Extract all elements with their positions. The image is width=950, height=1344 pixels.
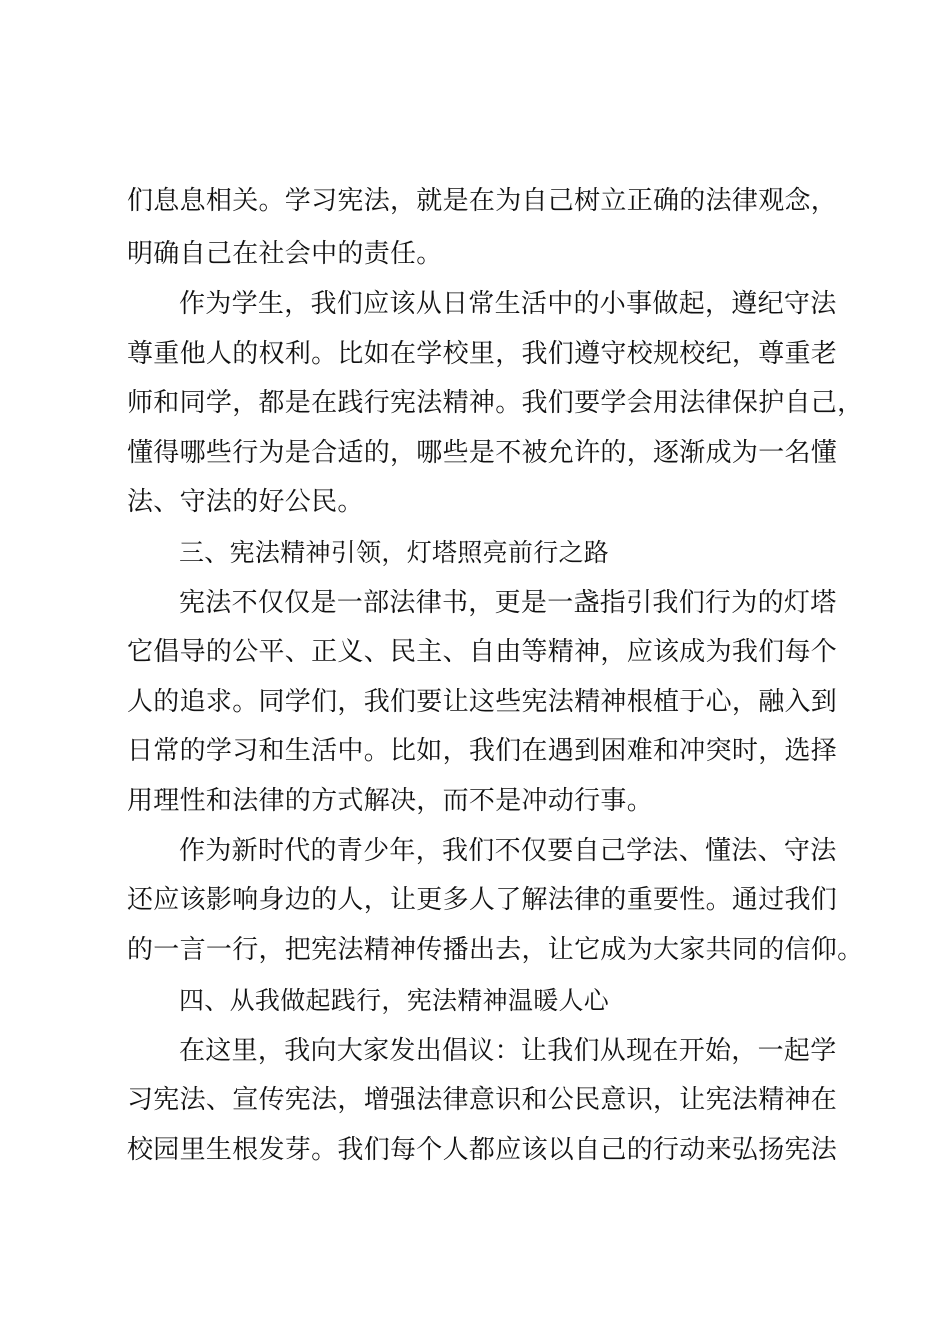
- body-text-line: 懂得哪些行为是合适的，哪些是不被允许的，逐渐成为一名懂: [127, 438, 838, 468]
- body-text-line: 用理性和法律的方式解决，而不是冲动行事。: [127, 786, 654, 816]
- body-text-line: 师和同学，都是在践行宪法精神。我们要学会用法律保护自己，: [127, 388, 864, 418]
- body-text-line: 明确自己在社会中的责任。: [127, 239, 443, 269]
- body-text-line: 人的追求。同学们，我们要让这些宪法精神根植于心，融入到: [127, 687, 838, 717]
- section-heading: 三、宪法精神引领，灯塔照亮前行之路: [179, 538, 610, 567]
- paragraph-first-line: 作为新时代的青少年，我们不仅要自己学法、懂法、守法: [179, 836, 837, 866]
- body-text-line: 还应该影响身边的人，让更多人了解法律的重要性。通过我们: [127, 885, 838, 915]
- paragraph-first-line: 作为学生，我们应该从日常生活中的小事做起，遵纪守法: [179, 289, 837, 319]
- body-text-line: 法、守法的好公民。: [127, 487, 364, 517]
- section-heading: 四、从我做起践行，宪法精神温暖人心: [179, 986, 610, 1015]
- paragraph-first-line: 在这里，我向大家发出倡议：让我们从现在开始，一起学: [179, 1036, 837, 1066]
- paragraph-first-line: 宪法不仅仅是一部法律书，更是一盏指引我们行为的灯塔: [179, 588, 837, 618]
- body-text-line: 它倡导的公平、正义、民主、自由等精神，应该成为我们每个: [127, 637, 838, 667]
- body-text-line: 尊重他人的权利。比如在学校里，我们遵守校规校纪，尊重老: [127, 339, 838, 369]
- body-text-line: 日常的学习和生活中。比如，我们在遇到困难和冲突时，选择: [127, 736, 838, 766]
- body-text-line: 们息息相关。学习宪法，就是在为自己树立正确的法律观念，: [127, 186, 838, 216]
- body-text-line: 校园里生根发芽。我们每个人都应该以自己的行动来弘扬宪法: [127, 1135, 838, 1165]
- body-text-line: 习宪法、宣传宪法，增强法律意识和公民意识，让宪法精神在: [127, 1085, 838, 1115]
- body-text-line: 的一言一行，把宪法精神传播出去，让它成为大家共同的信仰。: [127, 935, 864, 965]
